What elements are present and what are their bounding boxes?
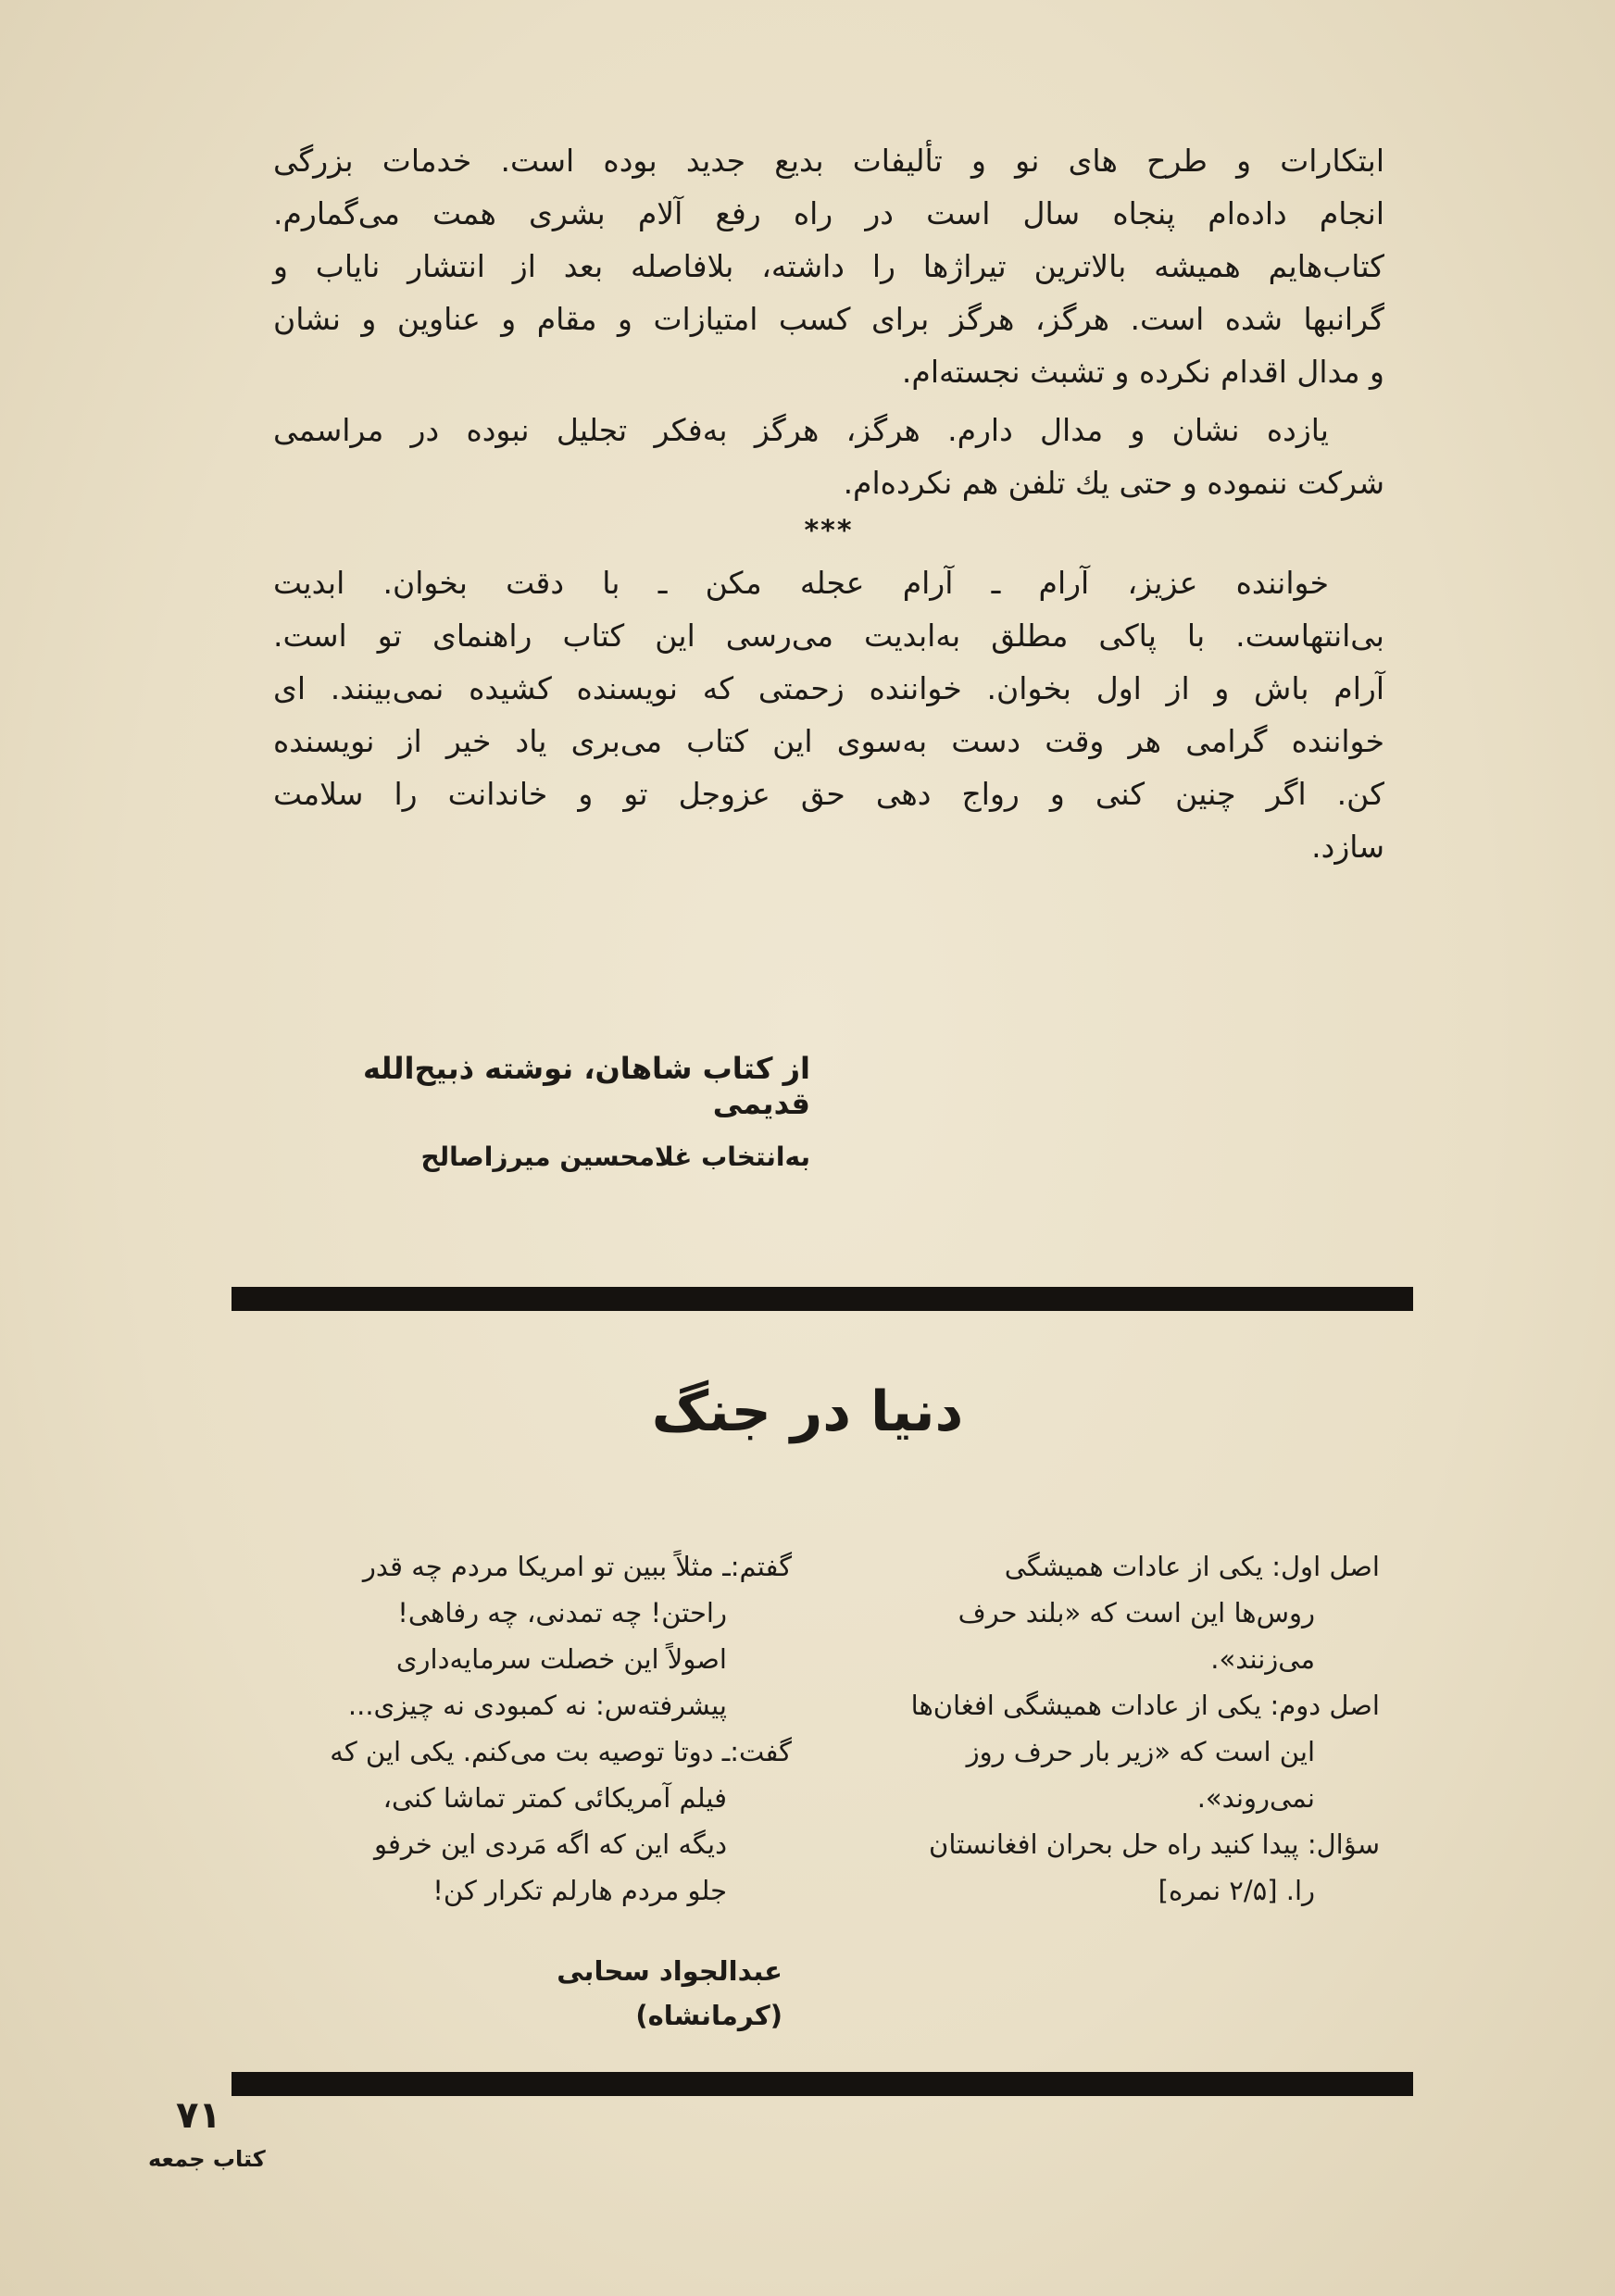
- section-title: دنیا در جنگ: [651, 1379, 964, 1444]
- text-line: کتاب‌هایم همیشه بالاترین تیراژها را داشته، بلافاصله بعد از انتشار نایاب و: [273, 248, 1384, 284]
- paragraph-1: [273, 134, 1384, 398]
- column-line: نمی‌روند».: [1196, 1782, 1315, 1814]
- column-line: گفتم:ـ مثلاً ببین تو امریکا مردم چه قدر: [362, 1551, 792, 1582]
- divider-bar-bottom: [232, 2072, 1413, 2096]
- divider-bar-top: [232, 1287, 1413, 1311]
- left-column: [264, 1543, 792, 1914]
- page-number: ۷۱: [176, 2094, 221, 2137]
- column-line: پیشرفته‌س: نه کمبودی نه چیزی...: [347, 1690, 727, 1721]
- right-column: [852, 1543, 1380, 1914]
- column-line: دیگه این که اگه مَردی این خرفو: [374, 1828, 727, 1860]
- selection-line: به‌انتخاب غلامحسین میرزاصالح: [420, 1142, 810, 1172]
- column-line: اصولاً این خصلت سرمایه‌داری: [395, 1643, 727, 1675]
- text-line: انجام داده‌ام پنجاه سال است در راه رفع آلام بشری همت می‌گمارم.: [273, 195, 1384, 231]
- text-line: و مدال اقدام نکرده و تشبث نجسته‌ام.: [901, 354, 1384, 390]
- column-line: جلو مردم هارلم تکرار کن!: [432, 1875, 727, 1906]
- author-city: (کرمانشاه): [635, 2000, 782, 2031]
- column-line: فیلم آمریکائی کمتر تماشا کنی،: [382, 1782, 727, 1814]
- column-line: این است که «زیر بار حرف روز: [966, 1736, 1315, 1767]
- text-line: خواننده عزیز، آرام ـ آرام عجله مکن ـ با دقت بخوان. ابدیت: [273, 565, 1329, 601]
- section-separator: ***: [804, 515, 854, 547]
- column-line: گفت:ـ دوتا توصیه بت می‌کنم. یکی این که: [330, 1736, 792, 1767]
- source-line: از کتاب شاهان، نوشته ذبیح‌الله قدیمی: [363, 1051, 810, 1121]
- column-line: اصل دوم: یکی از عادات همیشگی افغان‌ها: [910, 1690, 1380, 1721]
- paragraph-3: [273, 556, 1384, 873]
- column-line: روس‌ها این است که «بلند حرف: [958, 1597, 1315, 1628]
- text-line: کن. اگر چنین کنی و رواج دهی حق عزوجل تو و خاندانت را سلامت: [273, 776, 1384, 812]
- column-line: راحتن! چه تمدنی، چه رفاهی!: [397, 1597, 727, 1628]
- text-line: شرکت ننموده و حتی یك تلفن هم نکرده‌ام.: [843, 465, 1384, 501]
- text-line: یازده نشان و مدال دارم. هرگز، هرگز به‌فکر تجلیل نبوده در مراسمی: [273, 412, 1329, 448]
- paragraph-2: [273, 404, 1384, 509]
- text-line: آرام باش و از اول بخوان. خواننده زحمتی که نویسنده کشیده نمی‌بینند. ای: [273, 670, 1384, 706]
- author-name: عبدالجواد سحابی: [557, 1955, 782, 1987]
- column-line: می‌زنند».: [1210, 1643, 1315, 1675]
- author-signature: [264, 1949, 782, 2038]
- text-line: ابتکارات و طرح های نو و تألیفات بدیع جدید بوده است. خدمات بزرگی: [273, 143, 1384, 179]
- text-line: سازد.: [1311, 829, 1384, 865]
- text-line: بی‌انتهاست. با پاکی مطلق به‌ابدیت می‌رسی این کتاب راهنمای تو است.: [273, 618, 1384, 654]
- publication-name: کتاب جمعه: [148, 2146, 266, 2172]
- text-line: گرانبها شده است. هرگز، هرگز برای کسب امتیازات و مقام و عناوین و نشان: [273, 301, 1384, 337]
- text-line: خواننده گرامی هر وقت دست به‌سوی این کتاب می‌بری یاد خیر از نویسنده: [273, 723, 1384, 759]
- column-line: اصل اول: یکی از عادات همیشگی: [1004, 1551, 1380, 1582]
- article-body: [273, 134, 1384, 873]
- article-source: [273, 1051, 810, 1172]
- column-line: را. [۲/۵ نمره]: [1158, 1875, 1315, 1906]
- column-line: سؤال: پیدا کنید راه حل بحران افغانستان: [929, 1828, 1380, 1860]
